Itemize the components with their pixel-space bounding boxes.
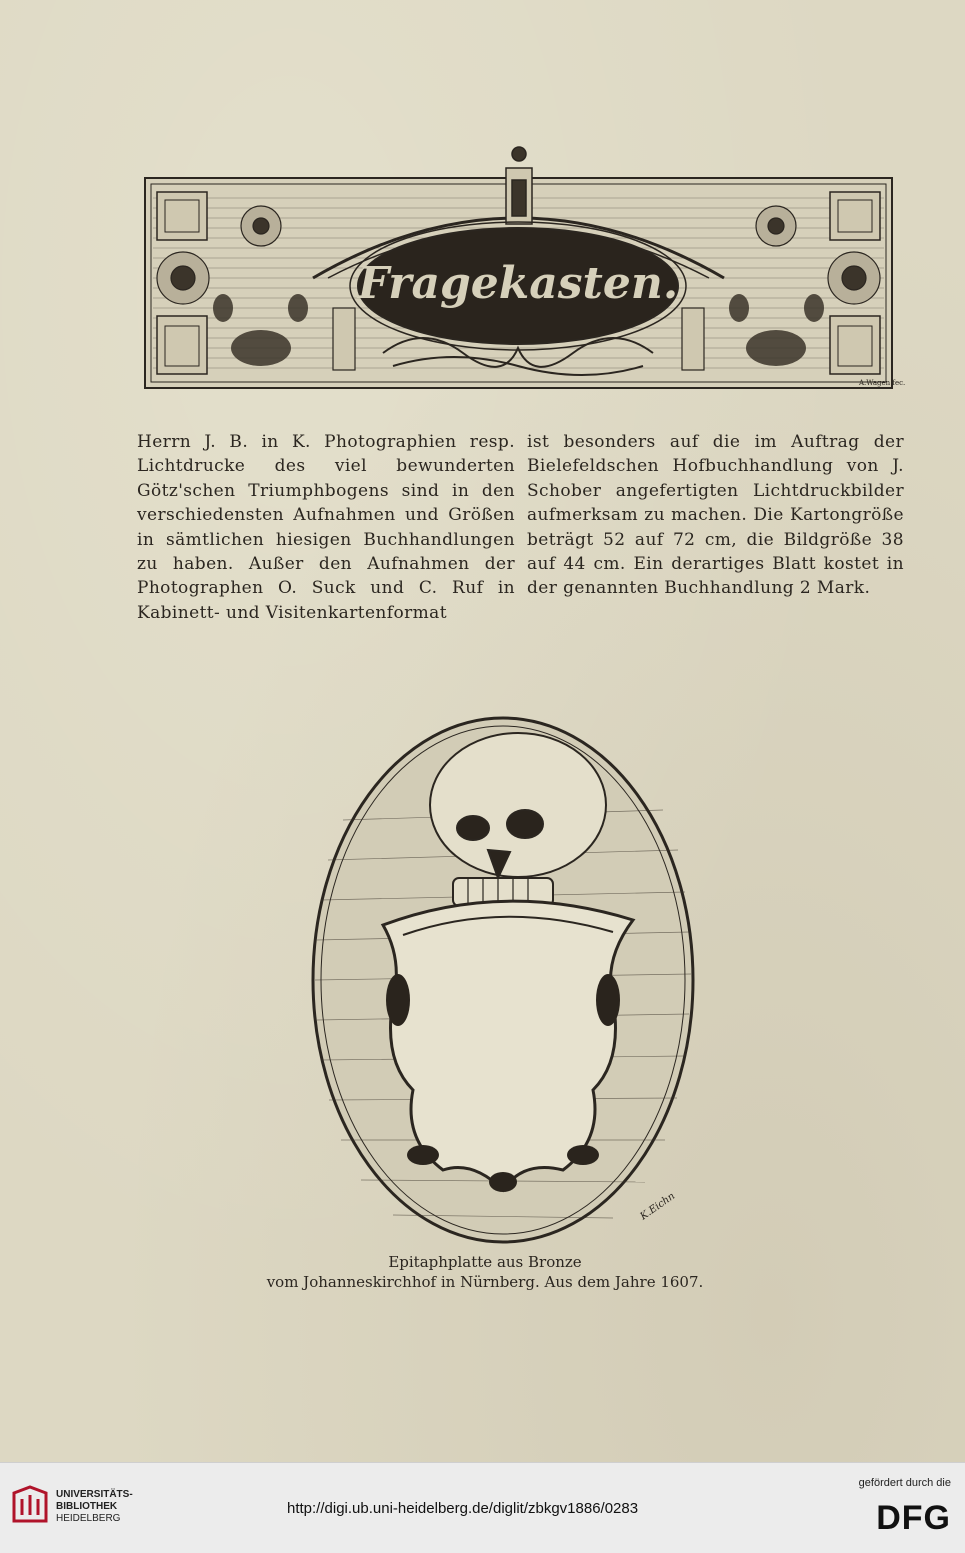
article-right-column: ist besonders auf die im Auftrag der Bielefeldschen Hofbuchhandlung von J. Schober angefertigten Lichtdruckbilder aufmerksam zu machen. Die Kartongröße beträgt 52 auf 72 cm, die Bildgröße 38 auf 44 cm. Ein derartiges Blatt kostet in der genannten Buchhandlung 2 Mark. (527, 432, 904, 599)
sponsor-label: gefördert durch die (858, 1477, 951, 1489)
permalink-url[interactable]: http://digi.ub.uni-heidelberg.de/diglit/zbkgv1886/0283 (287, 1500, 639, 1517)
library-line-1: UNIVERSITÄTS- (56, 1489, 133, 1500)
library-line-3: HEIDELBERG (56, 1513, 121, 1524)
banner-title: Fragekasten. (357, 258, 679, 309)
library-name (56, 1489, 133, 1525)
ub-heidelberg-logo-icon[interactable] (10, 1485, 50, 1525)
dfg-logo[interactable]: DFG (876, 1499, 951, 1537)
epitaph-plate-illustration (303, 700, 703, 1248)
viewer-footer (0, 1462, 965, 1553)
ornamental-header-banner (143, 138, 906, 390)
illustration-signature: K.Eichn (638, 1190, 678, 1223)
caption-line-1: Epitaphplatte aus Bronze (388, 1253, 582, 1271)
banner-signature: A.Wagen fec. (859, 379, 906, 387)
caption-line-2: vom Johanneskirchhof in Nürnberg. Aus dem Jahre 1607. (266, 1273, 704, 1291)
illustration-caption (260, 1252, 710, 1292)
library-line-2: BIBLIOTHEK (56, 1501, 118, 1512)
article-left-column: Herrn J. B. in K. Photographien resp. Lichtdrucke des viel bewunderten Götz'schen Triumphbogens sind in den verschiedensten Aufnahmen und Größen in sämtlichen hiesigen Buchhandlungen zu haben. Außer den Aufnahmen der Photographen O. Suck und C. Ruf in Kabinett- und Visitenkartenformat (137, 432, 515, 623)
